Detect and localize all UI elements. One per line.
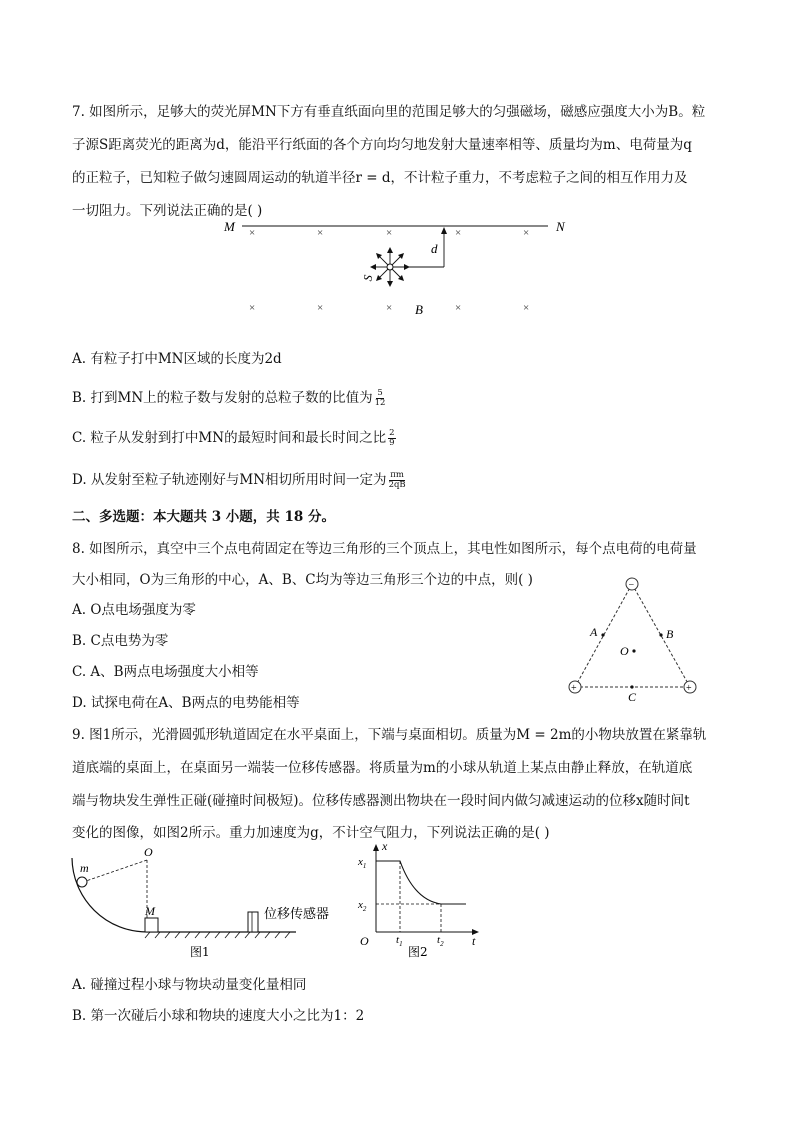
q7-line-1: 7. 如图所示，足够大的荧光屏MN下方有垂直纸面向里的范围足够大的匀强磁场，磁感应强度大小为B。粒 — [72, 104, 706, 120]
charge-sign: + — [686, 683, 692, 694]
q8-line-1: 8. 如图所示，真空中三个点电荷固定在等边三角形的三个顶点上，其电性如图所示，每个点电荷的电荷量 — [72, 541, 697, 557]
x2-label: $x_2$ — [358, 899, 367, 913]
q9-option-a: A. 碰撞过程小球与物块动量变化量相同 — [72, 977, 307, 993]
q7-option-c-text: C. 粒子从发射到打中MN的最短时间和最长时间之比 — [72, 430, 387, 446]
q7-option-d-text: D. 从发射至粒子轨迹刚好与MN相切所用时间一定为 — [72, 472, 387, 488]
label-d: d — [431, 241, 438, 256]
label-o: O — [144, 845, 153, 859]
q7-line-2: 子源S距离荧光的距离为d，能沿平行纸面的各个方向均匀地发射大量速率相等、质量均为m、电荷量为q — [72, 137, 692, 153]
label-s: S — [360, 273, 376, 283]
figure-caption: 图2 — [408, 945, 428, 959]
x-t-curve — [376, 861, 466, 904]
cross-mark: × — [523, 302, 530, 314]
charge-sign: + — [571, 683, 577, 694]
point-a: A — [590, 625, 598, 639]
point-b: B — [666, 627, 674, 641]
figure-caption: 图1 — [190, 945, 210, 959]
q9-line-4: 变化的图像，如图2所示。重力加速度为g，不计空气阻力，下列说法正确的是( ) — [72, 825, 550, 841]
q8-line-2: 大小相同，O为三角形的中心，A、B、C均为等边三角形三个边的中点，则( ) — [72, 572, 533, 588]
q9-line-3: 端与物块发生弹性正碰(碰撞时间极短)。位移传感器测出物块在一段时间内做匀减速运动的位移x随时间t — [72, 793, 690, 809]
q7-option-b-text: B. 打到MN上的粒子数与发射的总粒子数的比值为 — [72, 390, 373, 406]
cross-mark: × — [317, 227, 324, 239]
q7-line-3: 的正粒子，已知粒子做匀速圆周运动的轨道半径r = d，不计粒子重力，不考虑粒子之间的相互作用力及 — [72, 170, 688, 186]
cross-mark: × — [249, 227, 256, 239]
cross-mark: × — [386, 302, 393, 314]
frac-num: 5 — [377, 388, 383, 398]
charge-sign: − — [628, 580, 635, 591]
origin-label: O — [360, 934, 369, 948]
cross-mark: × — [249, 302, 256, 314]
frac-den: 9 — [389, 438, 395, 448]
frac-den: 2qB — [388, 480, 406, 490]
label-m: m — [80, 861, 89, 875]
cross-mark: × — [386, 227, 393, 239]
cross-mark: × — [317, 302, 324, 314]
q9-line-1: 9. 图1所示，光滑圆弧形轨道固定在水平桌面上，下端与桌面相切。质量为M = 2m的小物块放置在紧靠轨 — [72, 727, 707, 743]
label-m: M — [224, 219, 235, 234]
q8-option-b: B. C点电势为零 — [72, 633, 169, 649]
axis-x-label: x — [382, 839, 388, 853]
t2-label: $t_2$ — [437, 934, 444, 948]
point-c: C — [628, 690, 637, 704]
q8-option-d: D. 试探电荷在A、B两点的电势能相等 — [72, 695, 300, 711]
q8-option-c: C. A、B两点电场强度大小相等 — [72, 664, 259, 680]
sensor-label: 位移传感器 — [264, 907, 330, 922]
frac-den: 12 — [374, 398, 386, 408]
q9-option-b: B. 第一次碰后小球和物块的速度大小之比为1：2 — [72, 1008, 365, 1024]
point-o: O — [620, 644, 629, 658]
cross-mark: × — [455, 302, 462, 314]
label-n: N — [556, 219, 565, 234]
q7-line-4: 一切阻力。下列说法正确的是( ) — [72, 203, 263, 219]
t1-label: $t_1$ — [396, 934, 403, 948]
q7-option-a: A. 有粒子打中MN区域的长度为2d — [72, 351, 282, 367]
q8-option-a: A. O点电场强度为零 — [72, 602, 196, 618]
label-b: B — [415, 302, 423, 317]
label-block: M — [145, 904, 155, 918]
cross-mark: × — [455, 227, 462, 239]
x1-label: $x_1$ — [358, 856, 367, 870]
cross-mark: × — [523, 227, 530, 239]
axis-t-label: t — [472, 934, 476, 948]
frac-num: πm — [390, 470, 404, 480]
frac-num: 2 — [389, 428, 395, 438]
section-heading: 二、多选题：本大题共 3 小题，共 18 分。 — [72, 509, 335, 525]
q9-line-2: 道底端的桌面上，在桌面另一端装一位移传感器。将质量为m的小球从轨道上某点由静止释放，在轨道底 — [72, 760, 693, 776]
